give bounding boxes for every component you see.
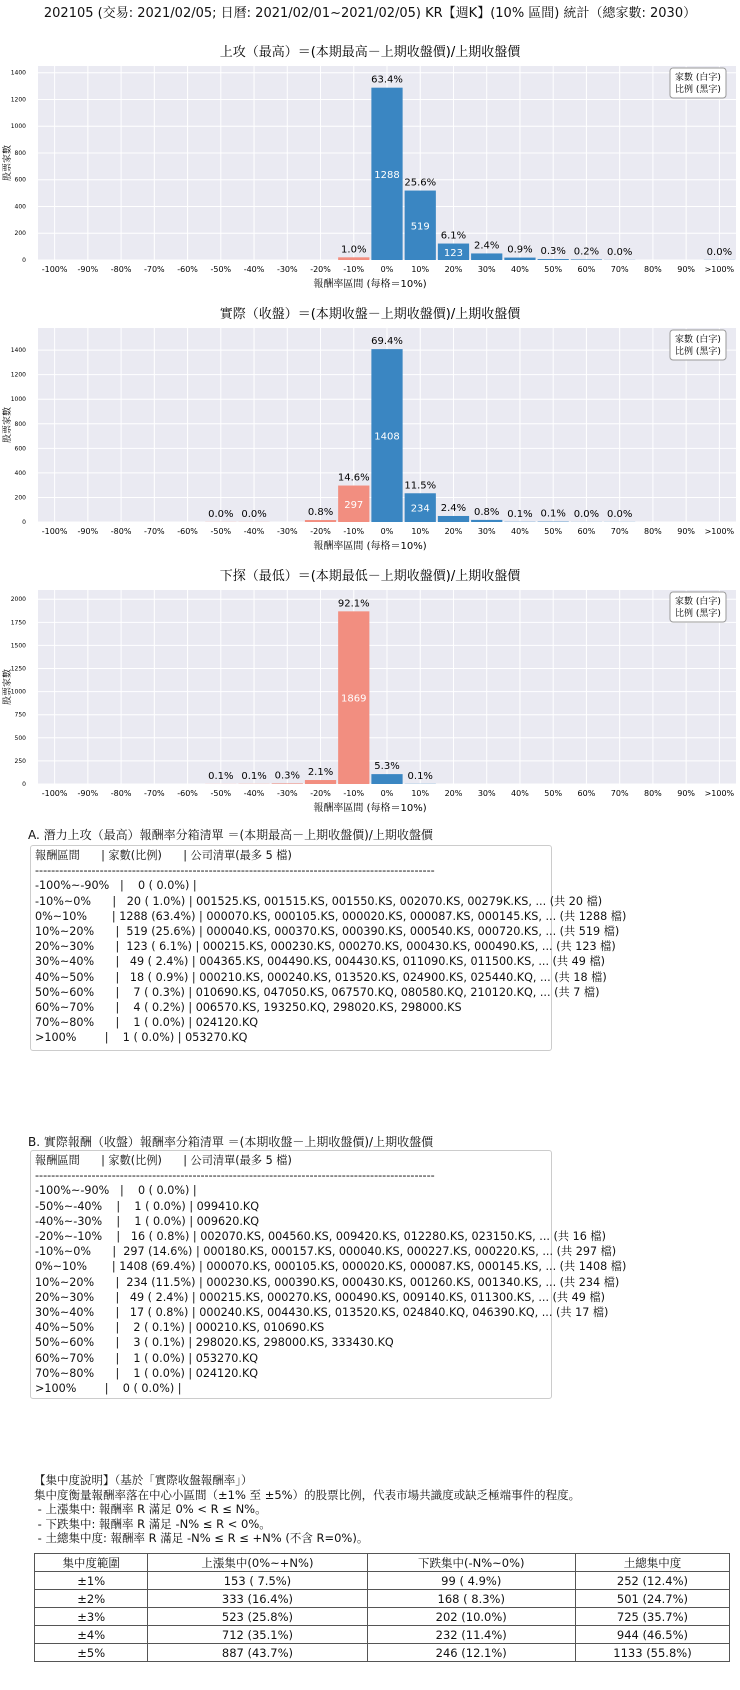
x-tick-label: -80% [110, 789, 132, 798]
list-line: 50%~60% | 3 ( 0.1%) | 298020.KS, 298000.KS, 333430.KQ [35, 1336, 394, 1350]
list-line: --------------------------------------------------------------------------------------------------- [35, 1169, 435, 1183]
x-tick-label: -60% [177, 265, 198, 274]
bar-pct-label: 0.1% [208, 770, 234, 782]
bar-pct-label: 25.6% [404, 177, 437, 189]
x-tick-label: 20% [444, 265, 463, 274]
x-tick-label: 30% [477, 265, 496, 274]
chart-lower [0, 562, 740, 832]
bar-count-label: 519 [410, 221, 430, 233]
x-tick-label: 60% [577, 265, 596, 274]
list-b-title: B. 實際報酬（收盤）報酬率分箱清單 ＝(本期收盤－上期收盤價)/上期收盤價 [28, 1135, 434, 1149]
x-tick-label: 0% [380, 527, 394, 536]
x-tick-label: 30% [477, 527, 496, 536]
concentration-note [34, 1473, 580, 1546]
x-axis-label: 報酬率區間 (每格＝10%) [313, 803, 427, 814]
bar-pct-label: 11.5% [404, 480, 437, 492]
bar [438, 516, 469, 522]
x-tick-label: 0% [380, 265, 394, 274]
x-tick-label: 10% [411, 265, 430, 274]
table-cell: 501 (24.7%) [575, 1590, 729, 1608]
table-cell: ±5% [35, 1644, 148, 1662]
table-cell: 725 (35.7%) [575, 1608, 729, 1626]
x-tick-label: 70% [610, 527, 629, 536]
x-tick-label: 90% [677, 789, 696, 798]
list-line: >100% | 1 ( 0.0%) | 053270.KQ [35, 1031, 248, 1045]
x-tick-label: 70% [610, 789, 629, 798]
bar-pct-label: 1.0% [341, 244, 367, 256]
list-line: 60%~70% | 4 ( 0.2%) | 006570.KS, 193250.KQ, 298020.KS, 298000.KS [35, 1001, 462, 1015]
x-tick-label: -20% [310, 265, 331, 274]
bar-pct-label: 0.0% [706, 246, 733, 258]
bar-pct-label: 63.4% [371, 74, 403, 86]
x-tick-label: 10% [411, 527, 430, 536]
bar-count-label: 234 [410, 503, 430, 515]
list-line: 60%~70% | 1 ( 0.0%) | 053270.KQ [35, 1351, 259, 1365]
bar-pct-label: 0.0% [241, 508, 267, 520]
y-tick-label: 0 [22, 257, 26, 264]
list-line: -20%~-10% | 16 ( 0.8%) | 002070.KS, 004560.KS, 009420.KS, 012280.KS, 023150.KS, ... (共 16 檔) [35, 1230, 606, 1244]
table-row [35, 1590, 730, 1608]
bar-pct-label: 0.8% [307, 507, 334, 519]
x-tick-label: -70% [143, 527, 165, 536]
x-tick-label: 80% [644, 265, 662, 274]
concentration-table [34, 1553, 730, 1662]
note-line: - 上漲集中: 報酬率 R 滿足 0% < R ≤ N%。 [34, 1502, 267, 1516]
x-tick-label: >100% [704, 265, 735, 274]
bar-pct-label: 0.8% [474, 506, 500, 518]
y-tick-label: 750 [14, 711, 26, 719]
table-cell: ±3% [35, 1608, 148, 1626]
list-line: -100%~-90% | 0 ( 0.0%) | [35, 1184, 197, 1198]
y-axis-label: 股票家數 [3, 668, 13, 706]
x-tick-label: 20% [444, 527, 463, 536]
y-tick-label: 1200 [10, 96, 26, 104]
bar-pct-label: 0.2% [573, 246, 600, 258]
x-tick-label: -90% [77, 527, 99, 536]
chart-title: 上攻（最高）＝(本期最高－上期收盤價)/上期收盤價 [219, 45, 521, 60]
table-cell: ±4% [35, 1626, 148, 1644]
x-tick-label: -90% [77, 789, 99, 798]
list-line: >100% | 0 ( 0.0%) | [35, 1382, 182, 1396]
y-tick-label: 1400 [10, 347, 26, 355]
bar-pct-label: 0.0% [208, 508, 234, 520]
bar [338, 257, 369, 260]
y-tick-label: 800 [14, 149, 26, 157]
bar-pct-label: 0.9% [507, 244, 533, 256]
legend-entry: 家數 (白字) [675, 597, 721, 607]
legend-entry: 比例 (黑字) [675, 85, 721, 95]
y-tick-label: 1750 [10, 619, 26, 627]
x-tick-label: 80% [644, 789, 662, 798]
bar [471, 253, 502, 260]
bar [305, 780, 336, 784]
y-tick-label: 1000 [10, 688, 26, 696]
x-tick-label: -60% [177, 527, 198, 536]
x-tick-label: 60% [577, 527, 596, 536]
x-tick-label: 40% [511, 527, 529, 536]
x-tick-label: >100% [704, 527, 735, 536]
list-line: 30%~40% | 49 ( 2.4%) | 004365.KS, 004490.KS, 004430.KS, 011090.KS, 011500.KS, ... (共 49 檔) [35, 955, 606, 969]
table-cell: 333 (16.4%) [148, 1590, 367, 1608]
legend-entry: 比例 (黑字) [675, 347, 721, 357]
bar-pct-label: 0.0% [606, 246, 633, 258]
x-tick-label: 30% [477, 789, 496, 798]
x-tick-label: -100% [41, 527, 68, 536]
x-tick-label: -90% [77, 265, 99, 274]
bar-pct-label: 2.4% [474, 240, 500, 252]
list-line: -40%~-30% | 1 ( 0.0%) | 009620.KQ [35, 1214, 260, 1228]
table-row [35, 1572, 730, 1590]
list-line: 70%~80% | 1 ( 0.0%) | 024120.KQ [35, 1366, 259, 1380]
table-header-cell: 土總集中度 [575, 1554, 729, 1572]
note-line: 【集中度說明】（基於「實際收盤報酬率」） [34, 1473, 253, 1487]
list-line: 20%~30% | 49 ( 2.4%) | 000215.KS, 000270.KS, 000490.KS, 009140.KS, 011300.KS, ... (共 49 檔) [35, 1290, 606, 1304]
x-tick-label: -80% [110, 527, 132, 536]
table-cell: 887 (43.7%) [148, 1644, 367, 1662]
bar-pct-label: 6.1% [440, 230, 467, 242]
y-tick-label: 200 [14, 230, 26, 238]
y-tick-label: 600 [14, 176, 26, 184]
x-axis-label: 報酬率區間 (每格＝10%) [313, 541, 427, 552]
legend-entry: 比例 (黑字) [675, 609, 721, 619]
y-tick-label: 1400 [10, 69, 26, 77]
note-line: - 下跌集中: 報酬率 R 滿足 -N% ≤ R < 0%。 [34, 1516, 271, 1531]
x-tick-label: -30% [276, 265, 298, 274]
x-tick-label: -10% [343, 265, 365, 274]
list-a-title: A. 潛力上攻（最高）報酬率分箱清單 ＝(本期最高－上期收盤價)/上期收盤價 [28, 828, 433, 842]
list-line: 報酬區間 | 家數(比例) | 公司清單(最多 5 檔) [35, 1154, 292, 1167]
chart-upper [0, 38, 740, 308]
x-tick-label: -70% [143, 789, 165, 798]
bar-pct-label: 0.3% [274, 770, 300, 782]
x-tick-label: 0% [380, 789, 394, 798]
page-title: 202105 (交易: 2021/02/05; 日曆: 2021/02/01~2021/02/05) KR【週K】(10% 區間) 統計（總家數: 2030） [43, 6, 697, 21]
list-line: 50%~60% | 7 ( 0.3%) | 010690.KS, 047050.KS, 067570.KQ, 080580.KQ, 210120.KQ, ... (共 7 檔) [35, 985, 600, 999]
y-tick-label: 250 [14, 757, 26, 765]
x-axis-label: 報酬率區間 (每格＝10%) [313, 279, 427, 290]
bar-pct-label: 0.0% [606, 508, 633, 520]
table-cell: 944 (46.5%) [575, 1626, 729, 1644]
x-tick-label: -40% [243, 265, 265, 274]
bar [305, 520, 336, 522]
x-tick-label: 60% [577, 789, 596, 798]
note-line: 集中度衡量報酬率落在中心小區間（±1% 至 ±5%）的股票比例，代表市場共識度或缺乏極端事件的程度。 [34, 1487, 581, 1502]
bar-pct-label: 0.1% [407, 770, 433, 782]
table-row [35, 1644, 730, 1662]
x-tick-label: 10% [411, 789, 430, 798]
list-line: 20%~30% | 123 ( 6.1%) | 000215.KS, 000230.KS, 000270.KS, 000430.KS, 000490.KS, ... (共 123 檔) [35, 940, 616, 954]
x-tick-label: >100% [704, 789, 735, 798]
list-line: -100%~-90% | 0 ( 0.0%) | [35, 879, 197, 893]
bar [571, 259, 602, 260]
list-a-box [30, 845, 627, 1051]
y-axis-label: 股票家數 [3, 144, 13, 182]
table-cell: 153 ( 7.5%) [148, 1572, 367, 1590]
table-row [35, 1608, 730, 1626]
y-tick-label: 600 [14, 445, 26, 453]
bar-pct-label: 69.4% [371, 336, 403, 348]
y-tick-label: 1250 [10, 665, 26, 673]
bar [504, 258, 535, 260]
legend [670, 330, 726, 360]
x-tick-label: 40% [511, 265, 529, 274]
bar-pct-label: 92.1% [337, 598, 370, 610]
chart-title: 下探（最低）＝(本期最低－上期收盤價)/上期收盤價 [219, 569, 521, 584]
x-tick-label: -70% [143, 265, 165, 274]
x-tick-label: 50% [544, 265, 563, 274]
y-tick-label: 1500 [10, 642, 26, 650]
table-cell: 523 (25.8%) [148, 1608, 367, 1626]
y-tick-label: 2000 [10, 596, 26, 604]
x-tick-label: 80% [644, 527, 662, 536]
bar-count-label: 297 [344, 499, 364, 511]
table-cell: 1133 (55.8%) [575, 1644, 729, 1662]
x-tick-label: -50% [210, 265, 232, 274]
y-tick-label: 800 [14, 420, 26, 428]
table-cell: ±1% [35, 1572, 148, 1590]
list-line: 30%~40% | 17 ( 0.8%) | 000240.KS, 004430.KS, 013520.KS, 024840.KQ, 046390.KQ, ... (共 17 檔) [35, 1306, 609, 1320]
table-row [35, 1626, 730, 1644]
chart-actual [0, 300, 740, 570]
table-header-cell: 下跌集中(-N%~0%) [367, 1554, 575, 1572]
bar-count-label: 123 [443, 247, 464, 259]
x-tick-label: 90% [677, 265, 696, 274]
bar-pct-label: 0.1% [540, 508, 566, 520]
bar [272, 783, 303, 784]
chart-title: 實際（收盤）＝(本期收盤－上期收盤價)/上期收盤價 [219, 307, 521, 322]
table-cell: 202 (10.0%) [367, 1608, 575, 1626]
bar-pct-label: 5.3% [374, 761, 400, 773]
list-line: -10%~0% | 20 ( 1.0%) | 001525.KS, 001515.KS, 001550.KS, 002070.KS, 00279K.KS, ... (共 20 檔) [35, 894, 603, 908]
y-tick-label: 1000 [10, 396, 26, 404]
x-tick-label: -20% [310, 527, 331, 536]
legend [670, 68, 726, 98]
bar [471, 520, 502, 522]
x-tick-label: 50% [544, 527, 563, 536]
list-line: -50%~-40% | 1 ( 0.0%) | 099410.KQ [35, 1199, 260, 1213]
legend-entry: 家數 (白字) [675, 335, 721, 345]
table-cell: 168 ( 8.3%) [367, 1590, 575, 1608]
x-tick-label: -30% [276, 789, 298, 798]
table-cell: 252 (12.4%) [575, 1572, 729, 1590]
x-tick-label: -100% [41, 265, 68, 274]
list-line: 0%~10% | 1288 (63.4%) | 000070.KS, 000105.KS, 000020.KS, 000087.KS, 000145.KS, ... (共 1288 檔) [35, 909, 627, 923]
table-header-cell: 上漲集中(0%~+N%) [148, 1554, 367, 1572]
x-tick-label: -10% [343, 789, 365, 798]
x-tick-label: -40% [243, 527, 265, 536]
table-header-cell: 集中度範圍 [35, 1554, 148, 1572]
bar-pct-label: 14.6% [337, 472, 370, 484]
bar-pct-label: 0.3% [540, 246, 566, 258]
list-b-box [30, 1150, 627, 1399]
list-line: 報酬區間 | 家數(比例) | 公司清單(最多 5 檔) [35, 849, 292, 862]
bar-pct-label: 0.1% [507, 508, 533, 520]
bar-count-label: 1869 [341, 693, 367, 705]
table-cell: 246 (12.1%) [367, 1644, 575, 1662]
y-tick-label: 1200 [10, 371, 26, 379]
list-line: 40%~50% | 2 ( 0.1%) | 000210.KS, 010690.KS [35, 1321, 325, 1335]
y-tick-label: 0 [22, 781, 26, 788]
bar-count-label: 1288 [374, 169, 400, 181]
list-line: 70%~80% | 1 ( 0.0%) | 024120.KQ [35, 1016, 259, 1030]
y-tick-label: 200 [14, 494, 26, 502]
bar-pct-label: 2.1% [307, 767, 334, 779]
list-line: 10%~20% | 519 (25.6%) | 000040.KS, 000370.KS, 000390.KS, 000540.KS, 000720.KS, ... (共 519 檔) [35, 925, 620, 939]
x-tick-label: 70% [610, 265, 629, 274]
y-axis-label: 股票家數 [3, 406, 13, 444]
list-line: --------------------------------------------------------------------------------------------------- [35, 864, 435, 878]
table-cell: ±2% [35, 1590, 148, 1608]
x-tick-label: -100% [41, 789, 68, 798]
list-line: 40%~50% | 18 ( 0.9%) | 000210.KS, 000240.KS, 013520.KS, 024900.KS, 025440.KQ, ... (共 18 檔) [35, 970, 607, 984]
legend [670, 592, 726, 622]
y-tick-label: 0 [22, 519, 26, 526]
list-line: 0%~10% | 1408 (69.4%) | 000070.KS, 000105.KS, 000020.KS, 000087.KS, 000145.KS, ... (共 1408 檔) [35, 1260, 627, 1274]
bar [538, 259, 569, 260]
note-line: - 土總集中度: 報酬率 R 滿足 -N% ≤ R ≤ +N% (不含 R=0%)。 [34, 1531, 369, 1545]
bar-pct-label: 2.4% [440, 502, 467, 514]
bar-pct-label: 0.1% [241, 770, 267, 782]
x-tick-label: -50% [210, 789, 232, 798]
x-tick-label: -20% [310, 789, 331, 798]
table-cell: 712 (35.1%) [148, 1626, 367, 1644]
x-tick-label: -10% [343, 527, 365, 536]
y-tick-label: 500 [14, 734, 26, 742]
x-tick-label: -40% [243, 789, 265, 798]
legend-entry: 家數 (白字) [675, 73, 721, 83]
y-tick-label: 400 [14, 469, 26, 477]
bar-pct-label: 0.0% [573, 508, 600, 520]
y-tick-label: 400 [14, 203, 26, 211]
list-line: -10%~0% | 297 (14.6%) | 000180.KS, 000157.KS, 000040.KS, 000227.KS, 000220.KS, ... (共 297 檔) [35, 1245, 617, 1259]
list-line: 10%~20% | 234 (11.5%) | 000230.KS, 000390.KS, 000430.KS, 001260.KS, 001340.KS, ... (共 234 檔) [35, 1275, 620, 1289]
bar [371, 774, 402, 784]
x-tick-label: 90% [677, 527, 696, 536]
x-tick-label: -80% [110, 265, 132, 274]
x-tick-label: -50% [210, 527, 232, 536]
x-tick-label: 20% [444, 789, 463, 798]
table-cell: 99 ( 4.9%) [367, 1572, 575, 1590]
table-cell: 232 (11.4%) [367, 1626, 575, 1644]
x-tick-label: 40% [511, 789, 529, 798]
x-tick-label: 50% [544, 789, 563, 798]
y-tick-label: 1000 [10, 123, 26, 131]
x-tick-label: -60% [177, 789, 198, 798]
table-header-row [35, 1554, 730, 1572]
bar-count-label: 1408 [374, 431, 400, 443]
x-tick-label: -30% [276, 527, 298, 536]
